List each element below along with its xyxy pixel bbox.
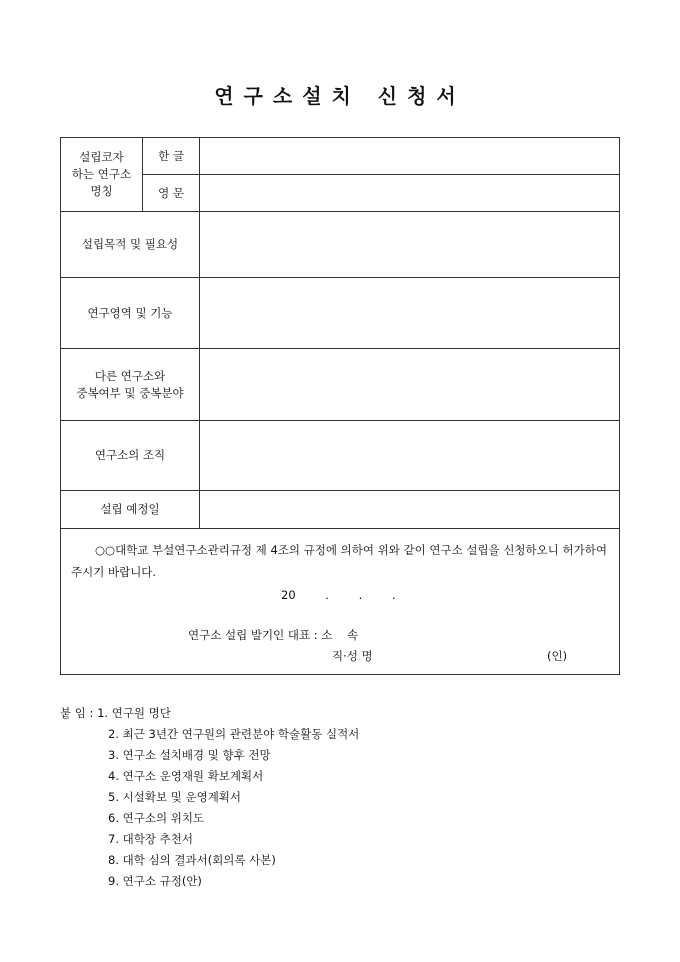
english-name-field[interactable] xyxy=(200,175,620,212)
attachment-item: 2. 최근 3년간 연구원의 관련분야 학술활동 실적서 xyxy=(108,727,360,741)
attachment-item: 9. 연구소 규정(안) xyxy=(108,874,202,888)
english-name-label: 영 문 xyxy=(143,175,200,212)
attachment-item: 7. 대학장 추천서 xyxy=(108,832,193,846)
establish-date-field[interactable] xyxy=(200,491,620,529)
application-form-table xyxy=(60,137,620,675)
attachments-section xyxy=(60,703,359,892)
attachment-item: 1. 연구원 명단 xyxy=(97,706,171,720)
korean-name-field[interactable] xyxy=(200,138,620,175)
representative-affiliation[interactable]: 연구소 설립 발기인 대표 : 소 속 xyxy=(188,628,359,642)
declaration-text: ○○대학교 부설연구소관리규정 제 4조의 규정에 의하여 위와 같이 연구소 설립을 신청하오니 허가하여 주시기 바랍니다. xyxy=(71,543,607,579)
institute-name-label: 설립코자 하는 연구소 명칭 xyxy=(61,138,143,212)
declaration-section xyxy=(61,529,620,675)
organization-label: 연구소의 조직 xyxy=(61,421,200,491)
purpose-field[interactable] xyxy=(200,212,620,278)
attachment-item: 6. 연구소의 위치도 xyxy=(108,811,205,825)
purpose-label: 설립목적 및 필요성 xyxy=(61,212,200,278)
attachments-label: 붙 임 : xyxy=(60,706,94,720)
research-area-label: 연구영역 및 기능 xyxy=(61,278,200,349)
representative-name[interactable]: 직·성 명 xyxy=(332,649,373,663)
korean-name-label: 한 글 xyxy=(143,138,200,175)
attachment-item: 5. 시설확보 및 운영계획서 xyxy=(108,790,242,804)
seal-mark: (인) xyxy=(547,649,568,663)
overlap-field[interactable] xyxy=(200,349,620,421)
overlap-label: 다른 연구소와 중복여부 및 중복분야 xyxy=(61,349,200,421)
attachment-item: 8. 대학 심의 결과서(회의록 사본) xyxy=(108,853,276,867)
organization-field[interactable] xyxy=(200,421,620,491)
establish-date-label: 설립 예정일 xyxy=(61,491,200,529)
attachment-item: 4. 연구소 운영재원 확보계획서 xyxy=(108,769,264,783)
declaration-date[interactable]: 20 . . . xyxy=(281,588,396,602)
research-area-field[interactable] xyxy=(200,278,620,349)
attachment-item: 3. 연구소 설치배경 및 향후 전망 xyxy=(108,748,271,762)
document-title: 연구소설치 신청서 xyxy=(214,84,466,108)
